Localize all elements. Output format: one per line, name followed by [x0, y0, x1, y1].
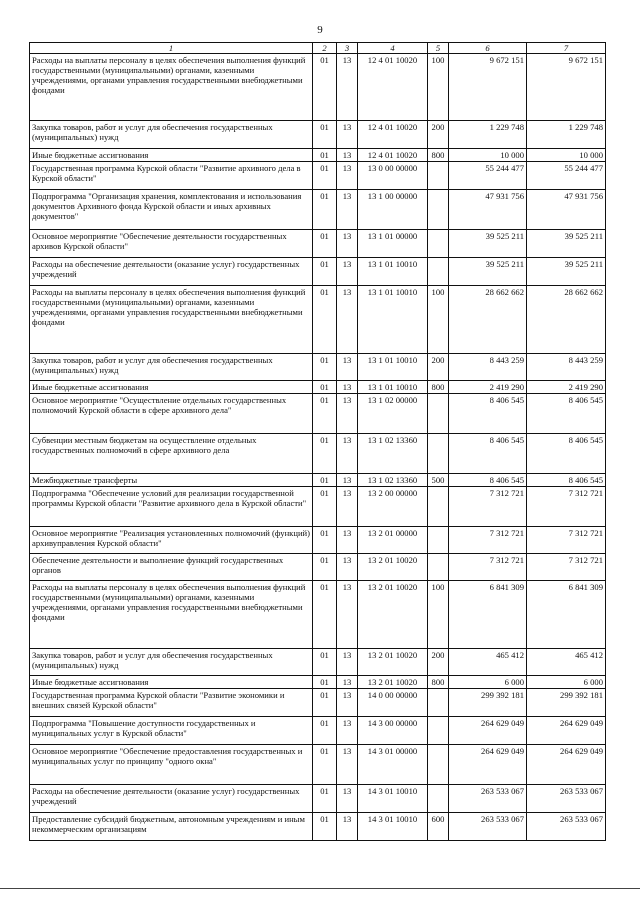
- cell-sum2: 2 419 290: [527, 381, 606, 394]
- cell-rz: 01: [313, 190, 337, 230]
- cell-sum1: 10 000: [449, 149, 527, 162]
- cell-csr: 13 1 01 10010: [358, 381, 428, 394]
- cell-sum1: 7 312 721: [449, 554, 527, 581]
- cell-vr: [428, 258, 449, 286]
- cell-sum1: 264 629 049: [449, 717, 527, 745]
- cell-sum1: 7 312 721: [449, 487, 527, 527]
- cell-csr: 13 1 01 00000: [358, 230, 428, 258]
- cell-sum2: 264 629 049: [527, 745, 606, 785]
- table-row: [30, 527, 606, 554]
- cell-pr: 13: [337, 190, 358, 230]
- cell-name: Межбюджетные трансферты: [30, 474, 313, 487]
- cell-vr: [428, 487, 449, 527]
- table-row: [30, 190, 606, 230]
- cell-rz: 01: [313, 381, 337, 394]
- header-cell: 1: [30, 43, 313, 54]
- cell-rz: 01: [313, 54, 337, 121]
- table-header-row: [30, 43, 606, 54]
- cell-rz: 01: [313, 394, 337, 434]
- cell-name: Основное мероприятие "Обеспечение предоставления государственных и муниципальных услуг по принципу "одного окна": [30, 745, 313, 785]
- cell-rz: 01: [313, 354, 337, 381]
- cell-csr: 14 0 00 00000: [358, 689, 428, 717]
- cell-pr: 13: [337, 381, 358, 394]
- cell-csr: 12 4 01 10020: [358, 149, 428, 162]
- cell-pr: 13: [337, 813, 358, 841]
- cell-csr: 13 1 01 10010: [358, 286, 428, 354]
- cell-sum1: 299 392 181: [449, 689, 527, 717]
- cell-name: Иные бюджетные ассигнования: [30, 381, 313, 394]
- cell-sum2: 465 412: [527, 649, 606, 676]
- cell-name: Государственная программа Курской области "Развитие экономики и внешних связей Курской области": [30, 689, 313, 717]
- cell-vr: [428, 689, 449, 717]
- cell-sum2: 6 841 309: [527, 581, 606, 649]
- cell-rz: 01: [313, 527, 337, 554]
- cell-vr: [428, 785, 449, 813]
- cell-vr: 100: [428, 54, 449, 121]
- cell-sum2: 299 392 181: [527, 689, 606, 717]
- cell-csr: 13 1 02 00000: [358, 394, 428, 434]
- cell-csr: 13 2 00 00000: [358, 487, 428, 527]
- table-row: [30, 394, 606, 434]
- cell-csr: 12 4 01 10020: [358, 121, 428, 149]
- cell-rz: 01: [313, 717, 337, 745]
- table-row: [30, 354, 606, 381]
- cell-name: Обеспечение деятельности и выполнение функций государственных органов: [30, 554, 313, 581]
- header-cell: 3: [337, 43, 358, 54]
- cell-pr: 13: [337, 717, 358, 745]
- cell-csr: 14 3 01 00000: [358, 745, 428, 785]
- cell-sum2: 1 229 748: [527, 121, 606, 149]
- cell-rz: 01: [313, 162, 337, 190]
- table-row: [30, 581, 606, 649]
- cell-pr: 13: [337, 649, 358, 676]
- header-cell: 7: [527, 43, 606, 54]
- cell-rz: 01: [313, 286, 337, 354]
- cell-vr: [428, 190, 449, 230]
- table-body: [30, 54, 606, 841]
- cell-vr: [428, 745, 449, 785]
- cell-sum2: 7 312 721: [527, 487, 606, 527]
- cell-sum2: 263 533 067: [527, 785, 606, 813]
- table-row: [30, 149, 606, 162]
- cell-pr: 13: [337, 354, 358, 381]
- cell-sum1: 9 672 151: [449, 54, 527, 121]
- cell-vr: [428, 230, 449, 258]
- cell-sum2: 8 406 545: [527, 434, 606, 474]
- cell-rz: 01: [313, 474, 337, 487]
- cell-pr: 13: [337, 554, 358, 581]
- table-row: [30, 554, 606, 581]
- cell-vr: [428, 527, 449, 554]
- cell-name: Закупка товаров, работ и услуг для обеспечения государственных (муниципальных) нужд: [30, 354, 313, 381]
- cell-sum2: 28 662 662: [527, 286, 606, 354]
- header-cell: 6: [449, 43, 527, 54]
- cell-pr: 13: [337, 434, 358, 474]
- cell-rz: 01: [313, 813, 337, 841]
- cell-sum1: 28 662 662: [449, 286, 527, 354]
- cell-csr: 13 1 02 13360: [358, 434, 428, 474]
- cell-csr: 13 2 01 10020: [358, 554, 428, 581]
- cell-pr: 13: [337, 474, 358, 487]
- cell-name: Подпрограмма "Повышение доступности государственных и муниципальных услуг в Курской области": [30, 717, 313, 745]
- cell-csr: 13 1 00 00000: [358, 190, 428, 230]
- table-row: [30, 785, 606, 813]
- header-cell: 5: [428, 43, 449, 54]
- cell-sum2: 7 312 721: [527, 554, 606, 581]
- table-row: [30, 258, 606, 286]
- cell-pr: 13: [337, 54, 358, 121]
- cell-pr: 13: [337, 745, 358, 785]
- cell-pr: 13: [337, 149, 358, 162]
- cell-name: Расходы на выплаты персоналу в целях обеспечения выполнения функций государственными (муниципальными) органами, казенными учреждениями, органами управления государственными внебюджетными фондами: [30, 54, 313, 121]
- cell-rz: 01: [313, 121, 337, 149]
- budget-table: [29, 42, 606, 841]
- cell-sum1: 47 931 756: [449, 190, 527, 230]
- cell-csr: 13 2 01 10020: [358, 581, 428, 649]
- cell-sum1: 8 406 545: [449, 474, 527, 487]
- cell-rz: 01: [313, 689, 337, 717]
- cell-csr: 13 2 01 10020: [358, 649, 428, 676]
- table-row: [30, 434, 606, 474]
- cell-csr: 14 3 01 10010: [358, 813, 428, 841]
- cell-name: Основное мероприятие "Реализация установленных полномочий (функций) архивуправления Курской области": [30, 527, 313, 554]
- cell-csr: 13 1 02 13360: [358, 474, 428, 487]
- cell-rz: 01: [313, 149, 337, 162]
- table-row: [30, 745, 606, 785]
- cell-sum1: 7 312 721: [449, 527, 527, 554]
- table-row: [30, 381, 606, 394]
- cell-sum2: 47 931 756: [527, 190, 606, 230]
- cell-sum2: 263 533 067: [527, 813, 606, 841]
- cell-csr: 13 0 00 00000: [358, 162, 428, 190]
- cell-pr: 13: [337, 785, 358, 813]
- cell-name: Иные бюджетные ассигнования: [30, 149, 313, 162]
- cell-pr: 13: [337, 581, 358, 649]
- cell-sum1: 6 000: [449, 676, 527, 689]
- cell-rz: 01: [313, 258, 337, 286]
- cell-name: Предоставление субсидий бюджетным, автономным учреждениям и иным некоммерческим организациям: [30, 813, 313, 841]
- header-cell: 4: [358, 43, 428, 54]
- table-row: [30, 54, 606, 121]
- cell-rz: 01: [313, 785, 337, 813]
- cell-sum1: 8 443 259: [449, 354, 527, 381]
- cell-name: Субвенции местным бюджетам на осуществление отдельных государственных полномочий в сфере архивного дела: [30, 434, 313, 474]
- cell-vr: 600: [428, 813, 449, 841]
- cell-name: Основное мероприятие "Обеспечение деятельности государственных архивов Курской области": [30, 230, 313, 258]
- cell-vr: 100: [428, 581, 449, 649]
- cell-vr: [428, 717, 449, 745]
- page-number: 9: [317, 24, 323, 36]
- cell-csr: 14 3 01 10010: [358, 785, 428, 813]
- cell-sum1: 39 525 211: [449, 258, 527, 286]
- cell-sum2: 6 000: [527, 676, 606, 689]
- cell-csr: 13 1 01 10010: [358, 354, 428, 381]
- cell-sum1: 264 629 049: [449, 745, 527, 785]
- cell-pr: 13: [337, 394, 358, 434]
- cell-vr: [428, 434, 449, 474]
- cell-pr: 13: [337, 162, 358, 190]
- cell-sum2: 10 000: [527, 149, 606, 162]
- cell-pr: 13: [337, 527, 358, 554]
- cell-csr: 12 4 01 10020: [358, 54, 428, 121]
- cell-rz: 01: [313, 230, 337, 258]
- table-row: [30, 474, 606, 487]
- cell-vr: 200: [428, 649, 449, 676]
- table-row: [30, 689, 606, 717]
- cell-vr: 800: [428, 149, 449, 162]
- cell-rz: 01: [313, 745, 337, 785]
- cell-name: Основное мероприятие "Осуществление отдельных государственных полномочий Курской области в сфере архивного дела": [30, 394, 313, 434]
- cell-name: Подпрограмма "Организация хранения, комплектования и использования документов Архивного фонда Курской области и иных архивных документов": [30, 190, 313, 230]
- table-row: [30, 121, 606, 149]
- cell-name: Расходы на выплаты персоналу в целях обеспечения выполнения функций государственными (муниципальными) органами, казенными учреждениями, органами управления государственными внебюджетными фондами: [30, 286, 313, 354]
- cell-csr: 13 2 01 00000: [358, 527, 428, 554]
- cell-vr: 800: [428, 676, 449, 689]
- table-row: [30, 676, 606, 689]
- bottom-divider: [0, 888, 640, 889]
- cell-csr: 13 1 01 10010: [358, 258, 428, 286]
- cell-name: Закупка товаров, работ и услуг для обеспечения государственных (муниципальных) нужд: [30, 121, 313, 149]
- cell-sum1: 263 533 067: [449, 813, 527, 841]
- cell-sum2: 9 672 151: [527, 54, 606, 121]
- cell-vr: [428, 554, 449, 581]
- cell-sum1: 8 406 545: [449, 434, 527, 474]
- cell-pr: 13: [337, 487, 358, 527]
- cell-sum1: 39 525 211: [449, 230, 527, 258]
- cell-sum1: 55 244 477: [449, 162, 527, 190]
- cell-sum2: 39 525 211: [527, 230, 606, 258]
- cell-rz: 01: [313, 676, 337, 689]
- cell-sum1: 6 841 309: [449, 581, 527, 649]
- cell-name: Государственная программа Курской области "Развитие архивного дела в Курской области": [30, 162, 313, 190]
- cell-rz: 01: [313, 554, 337, 581]
- cell-vr: 200: [428, 121, 449, 149]
- cell-name: Расходы на обеспечение деятельности (оказание услуг) государственных учреждений: [30, 258, 313, 286]
- cell-name: Закупка товаров, работ и услуг для обеспечения государственных (муниципальных) нужд: [30, 649, 313, 676]
- cell-pr: 13: [337, 286, 358, 354]
- table-row: [30, 162, 606, 190]
- cell-sum2: 7 312 721: [527, 527, 606, 554]
- cell-rz: 01: [313, 581, 337, 649]
- cell-rz: 01: [313, 487, 337, 527]
- table-row: [30, 717, 606, 745]
- cell-pr: 13: [337, 121, 358, 149]
- cell-sum2: 39 525 211: [527, 258, 606, 286]
- cell-vr: [428, 394, 449, 434]
- cell-sum2: 8 443 259: [527, 354, 606, 381]
- cell-sum1: 465 412: [449, 649, 527, 676]
- cell-csr: 13 2 01 10020: [358, 676, 428, 689]
- cell-sum2: 55 244 477: [527, 162, 606, 190]
- cell-sum2: 8 406 545: [527, 394, 606, 434]
- cell-vr: [428, 162, 449, 190]
- cell-sum2: 8 406 545: [527, 474, 606, 487]
- cell-pr: 13: [337, 230, 358, 258]
- cell-rz: 01: [313, 649, 337, 676]
- cell-sum2: 264 629 049: [527, 717, 606, 745]
- header-cell: 2: [313, 43, 337, 54]
- cell-sum1: 263 533 067: [449, 785, 527, 813]
- cell-pr: 13: [337, 258, 358, 286]
- cell-name: Подпрограмма "Обеспечение условий для реализации государственной программы Курской области "Развитие архивного дела в Курской области": [30, 487, 313, 527]
- cell-csr: 14 3 00 00000: [358, 717, 428, 745]
- cell-name: Иные бюджетные ассигнования: [30, 676, 313, 689]
- cell-vr: 800: [428, 381, 449, 394]
- table-row: [30, 487, 606, 527]
- table-row: [30, 230, 606, 258]
- table-row: [30, 649, 606, 676]
- cell-rz: 01: [313, 434, 337, 474]
- cell-vr: 200: [428, 354, 449, 381]
- cell-name: Расходы на обеспечение деятельности (оказание услуг) государственных учреждений: [30, 785, 313, 813]
- cell-sum1: 2 419 290: [449, 381, 527, 394]
- cell-name: Расходы на выплаты персоналу в целях обеспечения выполнения функций государственными (муниципальными) органами, казенными учреждениями, органами управления государственными внебюджетными фондами: [30, 581, 313, 649]
- cell-sum1: 8 406 545: [449, 394, 527, 434]
- cell-pr: 13: [337, 689, 358, 717]
- cell-vr: 500: [428, 474, 449, 487]
- cell-pr: 13: [337, 676, 358, 689]
- cell-vr: 100: [428, 286, 449, 354]
- cell-sum1: 1 229 748: [449, 121, 527, 149]
- table-row: [30, 286, 606, 354]
- table-row: [30, 813, 606, 841]
